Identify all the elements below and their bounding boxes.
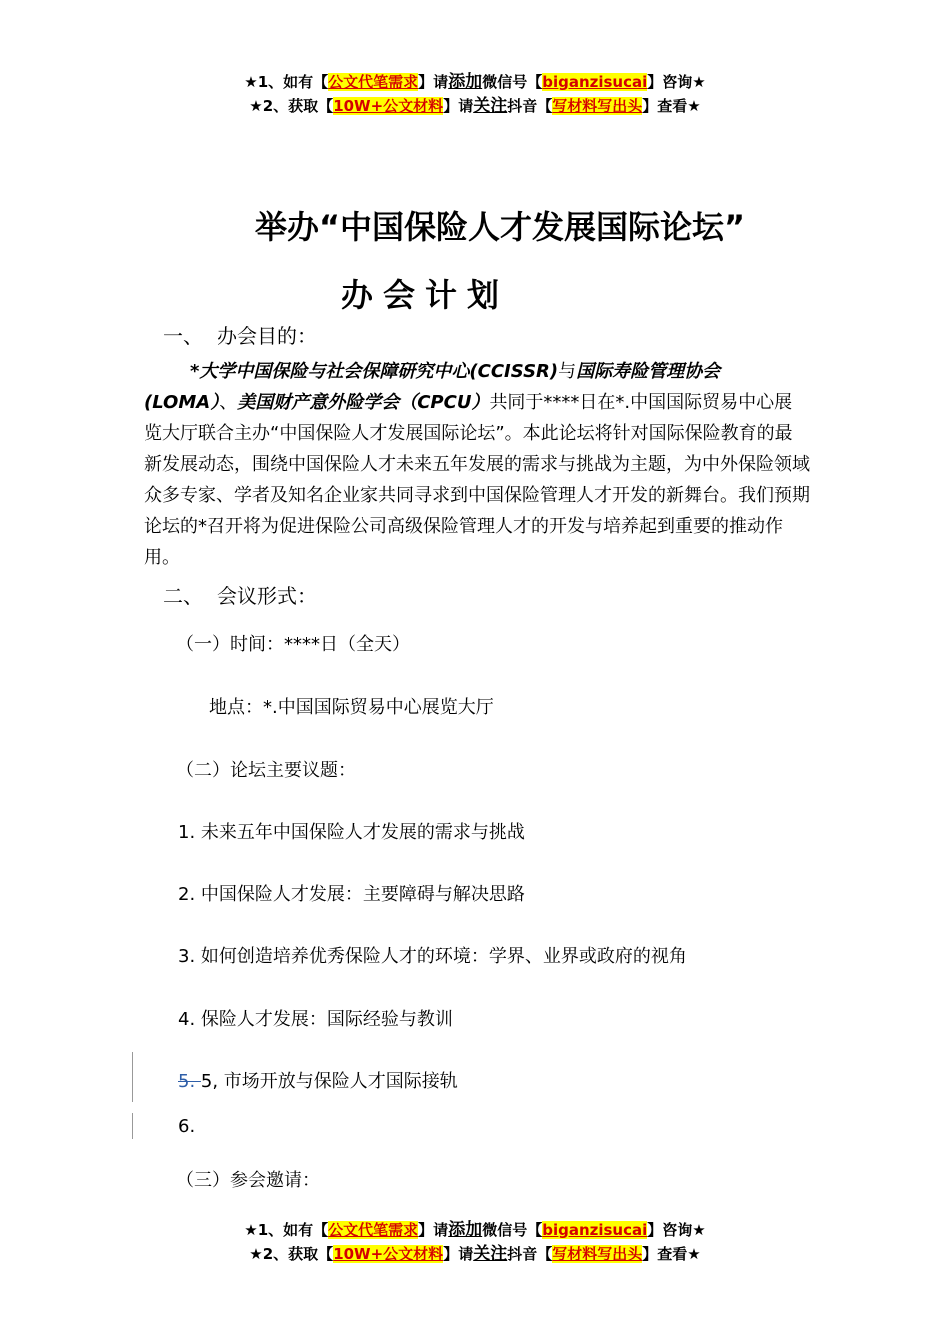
revision-bar <box>132 1052 133 1102</box>
purpose-paragraph: *大学中国保险与社会保障研究中心(CCISSR)与国际寿险管理协会(LOMA）、美国财产意外险学会（CPCU）共同于****日在*.中国国际贸易中心展览大厅联合主办“中国保险人才发展国际论坛”。本此论坛将针对国际保险教育的最新发展动态，围绕中国保险人才未来五年发展的需求与挑战为主题，为中外保险领域众多专家、学者及知名企业家共同寻求到中国保险管理人才开发的新舞台。我们预期论坛的*召开将为促进保险公司高级保险管理人才的开发与培养起到重要的推动作用。 <box>144 361 810 568</box>
revision-bar <box>132 1113 133 1139</box>
topic-item: 6. <box>178 1116 196 1137</box>
promo-footer <box>0 1218 950 1266</box>
deleted-number: 5. <box>178 1071 201 1092</box>
promo-header <box>0 70 950 118</box>
topic-item: 5. 5, 市场开放与保险人才国际接轨 <box>178 1071 458 1092</box>
invite-heading: （三）参会邀请： <box>176 1170 320 1191</box>
promo-line-1: ★1、如有【公文代笔需求】请添加微信号【biganzisucai】咨询★ <box>244 1220 706 1240</box>
topic-item: 2. 中国保险人才发展：主要障碍与解决思路 <box>178 884 525 905</box>
document-title: 举办“中国保险人才发展国际论坛” <box>254 208 746 246</box>
promo-line-1: ★1、如有【公文代笔需求】请添加微信号【biganzisucai】咨询★ <box>244 72 706 92</box>
topics-heading: （二）论坛主要议题： <box>176 760 356 781</box>
promo-line-2: ★2、获取【10W+公文材料】请关注抖音【写材料写出头】查看★ <box>249 96 701 116</box>
topic-item: 1. 未来五年中国保险人才发展的需求与挑战 <box>178 822 525 843</box>
topic-item: 3. 如何创造培养优秀保险人才的环境：学界、业界或政府的视角 <box>178 946 687 967</box>
section-heading-purpose: 一、 办会目的： <box>163 324 317 348</box>
meeting-time: （一）时间：****日（全天） <box>176 634 410 655</box>
topic-item: 4. 保险人才发展：国际经验与教训 <box>178 1009 453 1030</box>
promo-line-2: ★2、获取【10W+公文材料】请关注抖音【写材料写出头】查看★ <box>249 1244 701 1264</box>
document-subtitle: 办会计划 <box>340 276 509 314</box>
section-heading-format: 二、 会议形式： <box>163 584 317 608</box>
meeting-place: 地点：*.中国国际贸易中心展览大厅 <box>209 697 494 718</box>
